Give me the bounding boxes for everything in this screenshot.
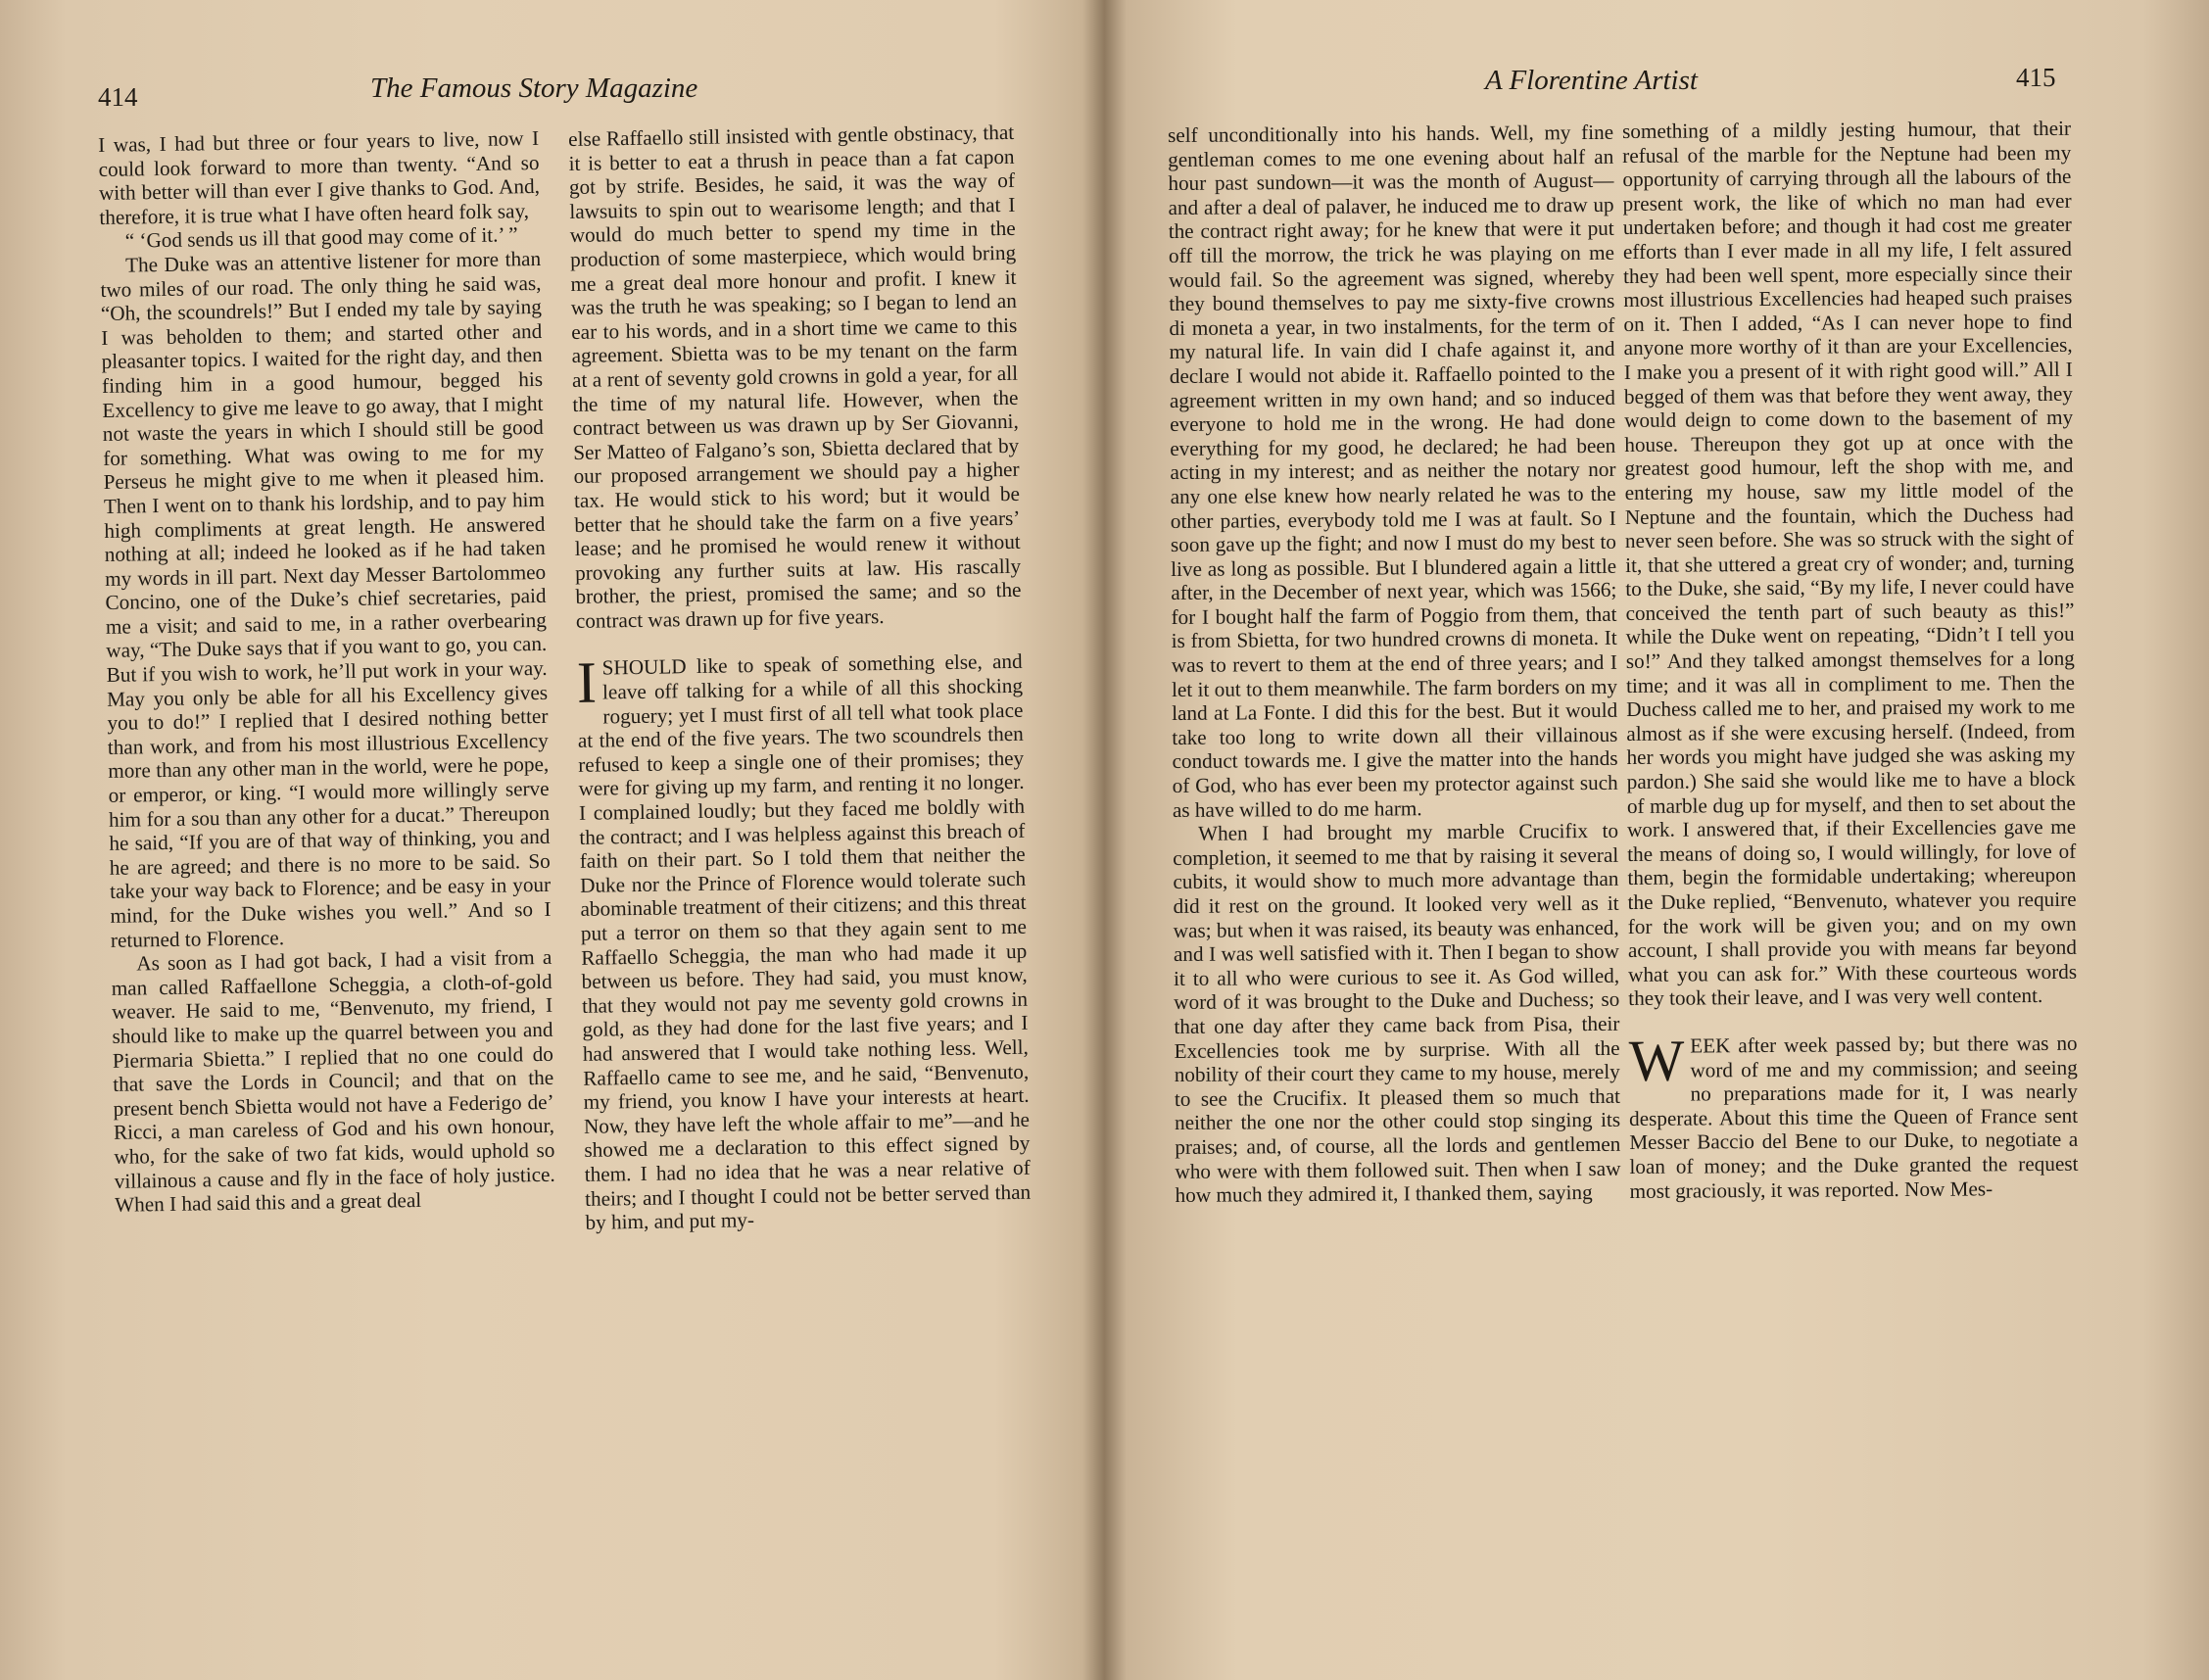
paragraph: When I had brought my marble Crucifix to completion, it seemed to me that by raising it several cubits, it would show to much more advantage than did it rest on the ground. It looked very well as it was; but when it was raised, its beauty was enhanced, and I was well satisfied with it. Then I began to show it to all who were curious to see it. As God willed, word of it was brought to the Duke and Duchess; so that one day after they came back from Pisa, their Excellencies took me by surprise. With all the nobility of their court they came to my house, merely to see the Crucifix. It pleased them so much that neither the one nor the other could stop singing its praises; and, of course, all the lords and gentlemen who were with them followed suit. Then when I saw how much they admired it, I thanked them, saying [1173,819,1621,1208]
right-page [1105,0,2209,1680]
paragraph-text: SHOULD like to speak of something else, and leave off talking for a while of all this shocking roguery; yet I must first of all tell what took place at the end of the five years. The two scoundrels then refused to keep a single one of their promises; they were for giving up my farm, and renting it no longer. I complained loudly; but they faced me boldly with the contract; and I was helpless against this breach of faith on their part. So I told them that neither the Duke nor the Prince of Florence would tolerate such abominable treatment of their citizens; and this threat put a terror on them so that they again sent to me Raffaello Scheggia, the man who had made it up between us before. They had said, you must know, that they would not pay me seventy gold crowns in gold, as they had done for the last five years; and I had answered that I would take nothing less. Well, Raffaello came to see me, and he said, “Benvenuto, my friend, you know I have your interests at heart. Now, they have left the whole affair to me”—and he showed me a declaration to this effect signed by them. I had no idea that he was a near relative of theirs; and I thought I could not be better served than by him, and put my- [577,649,1032,1234]
left-column-2 [568,120,1032,1235]
paragraph: The Duke was an attentive listener for more than two miles of our road. The only thing he said was, “Oh, the scoundrels!” But I ended my tale by saying I was beholden to them; and started other and pleasanter topics. I waited for the right day, and then finding him in a good humour, begged his Excellency to give me leave to go away, that I might not waste the years in which I should still be good for something. What was owing to me for my Perseus he might give to me when it pleased him. Then I went on to thank his lordship, and to pay him high compliments at great length. He answered nothing at all; indeed he looked as if he had taken my words in ill part. Next day Messer Bartolommeo Concino, one of the Duke’s chief secretaries, paid me a visit; and said to me, in a rather overbearing way, “The Duke says that if you want to go, you can. But if you wish to work, he’ll put work in your way. May you only be able for all his Excellency gives you to do!” I replied that I desired nothing better than work, and from his most illustrious Excellency more than any other man in the world, were he pope, or emperor, or king. “I would more willingly serve him for a sou than any other for a ducat.” Thereupon he said, “If you are of that way of thinking, you and he are agreed; and there is no more to be said. So take your way back to Florence; and be easy in your mind, for the Duke wishes you well.” And so I returned to Florence. [100,246,552,952]
drop-cap: W [1628,1028,1685,1093]
paragraph: something of a mildly jesting humour, that their refusal of the marble for the Neptune had been my opportunity of carrying through all the labours of the present work, the like of which no man had ever undertaken before; and though it had cost me greater efforts than I ever made in all my life, I felt assured they had been well spent, more especially since their most illustrious Excellencies had heaped such praises on it. Then I added, “As I can never hope to find anyone more worthy of it than are your Excellencies, I make you a present of it with right good will.” All I begged of them was that before they went away, they would deign to come down to the basement of my house. Thereupon they got up at once with the greatest good humour, left the shop with me, and entering my house, saw my little model of the Neptune and the fountain, which the Duchess had never seen before. She was so struck with the sight of it, that she uttered a great cry of wonder; and, turning to the Duke, she said, “By my life, I never could have conceived the tenth part of such beauty as this!” while the Duke went on repeating, “Didn’t I tell you so!” And they talked amongst themselves for a long time; and it was all in compliment to me. Then the Duchess called me to her, and praised my work to me almost as if she were excusing herself. (Indeed, from her words you might have judged she was asking my pardon.) She said she would like me to have a block of marble dug up for myself, and then to set about the work. I answered that, if their Excellencies gave me the means of doing so, I would willingly, for love of them, begin the formidable undertaking; whereupon the Duke replied, “Benvenuto, whatever you require for the work will be given you; and on my own account, I shall provide you with means far beyond what you can ask for.” With these courteous words they took their leave, and I was very well content. [1622,116,2078,1011]
section-paragraph [576,649,1031,1234]
left-column-1 [98,126,555,1218]
right-column-2 [1622,117,2079,1203]
paragraph: self unconditionally into his hands. Well, my fine gentleman comes to me one evening about half an hour past sundown—it was the month of August—and after a deal of palaver, he induced me to draw up the contract right away; for he knew that were it put off till the morrow, the trick he was playing on me would fail. So the agreement was signed, whereby they bound themselves to pay me sixty-five crowns di moneta a year, in two instalments, for the term of my natural life. In vain did I chafe against it, and declare I would not abide it. Raffaello pointed to the agreement written in my own hand; and so induced everyone to hold me in the wrong. He had done everything for my good, he declared; he had been acting in my interest; and as neither the notary nor any one else knew how nearly related he was to the other parties, everybody told me I was at fault. So I soon gave up the fight; and now I must do my best to live as long as possible. But I blundered again a little after, in the December of next year, which was 1566; for I bought half the farm of Poggio from them, that is from Sbietta, for two hundred crowns di moneta. It was to revert to them at the end of three years; and I let it out to them meanwhile. The farm borders on my land at La Fonte. I did this for the best. But it would take too long to write down all their villainous conduct towards me. I give the matter into the hands of God, who has ever been my protector against such as have willed to do me harm. [1168,120,1618,822]
section-paragraph [1628,1028,2079,1203]
paragraph: “ ‘God sends us ill that good may come of it.’ ” [124,222,518,253]
paragraph: else Raffaello still insisted with gentle obstinacy, that it is better to eat a thrush in peace than a fat capon got by strife. Besides, he said, it was the way of lawsuits to spin out to wearisome length; and that I would do much better to spend my time in the production of some masterpiece, which would bring me a great deal more honour and profit. I knew it was the truth he was speaking; so I began to lend an ear to his words, and in a short time we came to this agreement. Sbietta was to be my tenant on the farm at a rent of seventy gold crowns in gold a year, for all the time of my natural life. However, when the contract between us was drawn up by Ser Giovanni, Ser Matteo of Falgano’s son, Sbietta declared that by our proposed arrangement we should pay a higher tax. He would stick to his word; but it would be better that he should take the farm on a five years’ lease; and he promised he would renew it without provoking any further suits at law. His rascally brother, the priest, promised the same; and so the contract was drawn up for five years. [568,120,1022,633]
running-head-right: A Florentine Artist [1485,65,1698,96]
drop-cap: I [576,650,598,716]
paragraph-text: EEK after week passed by; but there was no word of me and my commission; and seeing no preparations made for it, I was nearly desperate. About this time the Queen of France sent Messer Baccio del Bene to our Duke, to negotiate a loan of money; and the Duke granted the request most graciously, it was reported. Now Mes- [1629,1031,2079,1203]
running-head-left: The Famous Story Magazine [370,72,698,104]
page-number-right: 415 [2016,63,2056,92]
page-number-left: 414 [98,82,138,112]
right-column-1 [1168,120,1621,1208]
paragraph: I was, I had but three or four years to live, now I could look forward to more than twenty. “And so with better will than ever I give thanks to God. And, therefore, it is true what I have often heard folk say, [98,125,541,229]
paragraph: As soon as I had got back, I had a visit from a man called Raffaellone Scheggia, a cloth-of-gold weaver. He said to me, “Benvenuto, my friend, I should like to make up the quarrel between you and Piermaria Sbietta.” I replied that no one could do that save the Lords in Council; and that on the present bench Sbietta would not have a Federigo de’ Ricci, a man careless of God and his own honour, who, for the sake of two fat kids, would uphold so villainous a cause and fly in the face of holy justice. When I had said this and a great deal [111,945,555,1217]
